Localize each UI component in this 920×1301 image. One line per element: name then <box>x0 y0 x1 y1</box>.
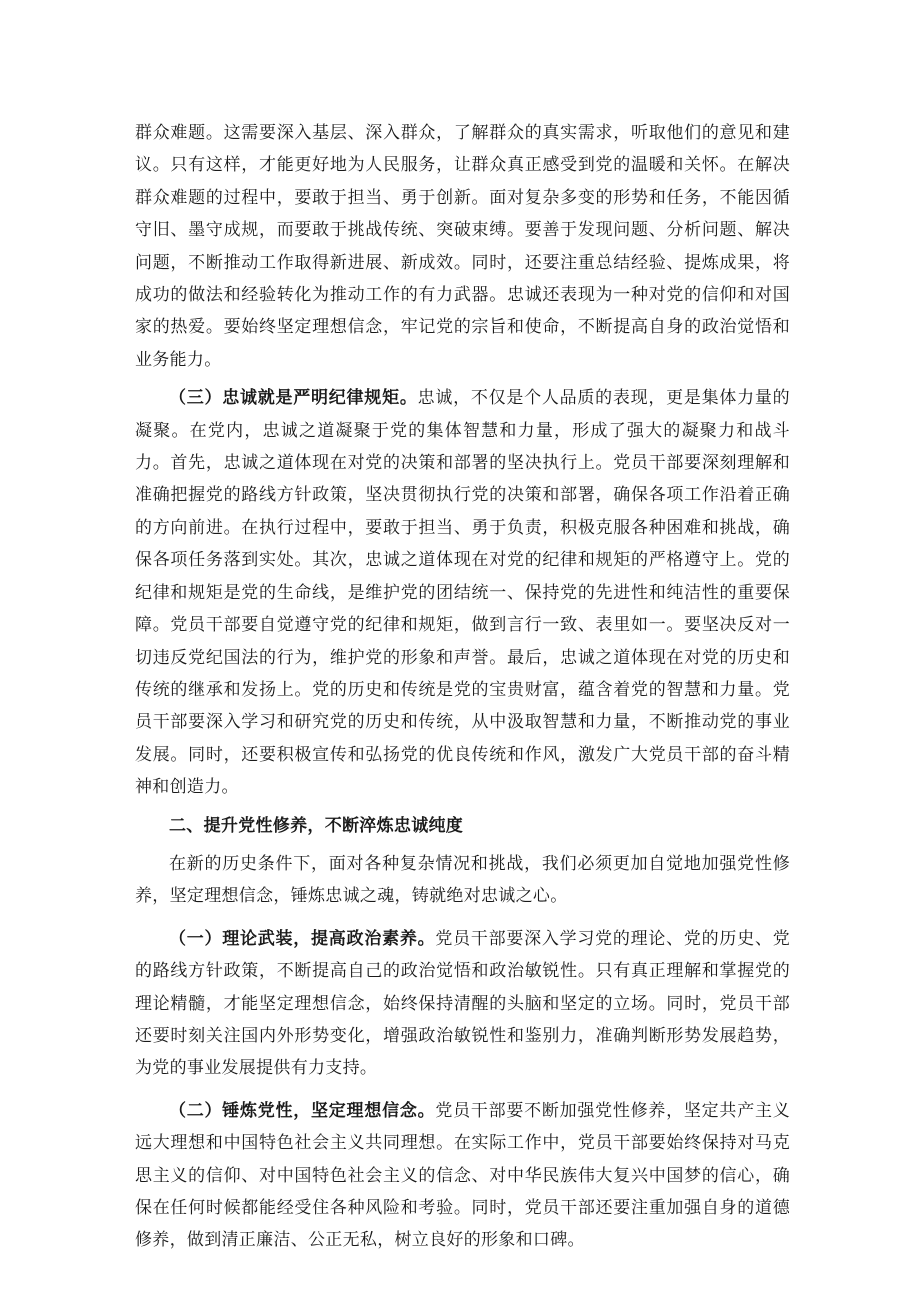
subsection-title-discipline: （三）忠诚就是严明纪律规矩。 <box>169 388 418 409</box>
paragraph-section-intro: 在新的历史条件下，面对各种复杂情况和挑战，我们必须更加自觉地加强党性修养，坚定理想信念，锤炼忠诚之魂，铸就绝对忠诚之心。 <box>135 853 790 907</box>
document-page <box>135 117 790 1257</box>
paragraph-discipline <box>135 382 790 803</box>
paragraph-theory <box>135 923 790 1085</box>
paragraph-theory-body: 党员干部要深入学习党的理论、党的历史、党的路线方针政策，不断提高自己的政治觉悟和政治敏锐性。只有真正理解和掌握党的理论精髓，才能坚定理想信念，始终保持清醒的头脑和坚定的立场。同时，党员干部还要时刻关注国内外形势变化，增强政治敏锐性和鉴别力，准确判断形势发展趋势，为党的事业发展提供有力支持。 <box>135 928 791 1079</box>
subsection-title-party-spirit: （二）锤炼党性，坚定理想信念。 <box>169 1100 436 1121</box>
paragraph-continuation: 群众难题。这需要深入基层、深入群众，了解群众的真实需求，听取他们的意见和建议。只有这样，才能更好地为人民服务，让群众真正感受到党的温暖和关怀。在解决群众难题的过程中，要敢于担当、勇于创新。面对复杂多变的形势和任务，不能因循守旧、墨守成规，而要敢于挑战传统、突破束缚。要善于发现问题、分析问题、解决问题，不断推动工作取得新进展、新成效。同时，还要注重总结经验、提炼成果，将成功的做法和经验转化为推动工作的有力武器。忠诚还表现为一种对党的信仰和对国家的热爱。要始终坚定理想信念，牢记党的宗旨和使命，不断提高自身的政治觉悟和业务能力。 <box>135 123 790 370</box>
paragraph-discipline-body: 忠诚，不仅是个人品质的表现，更是集体力量的凝聚。在党内，忠诚之道凝聚于党的集体智慧和力量，形成了强大的凝聚力和战斗力。首先，忠诚之道体现在对党的决策和部署的坚决执行上。党员干部要深刻理解和准确把握党的路线方针政策，坚决贯彻执行党的决策和部署，确保各项工作沿着正确的方向前进。在执行过程中，要敢于担当、勇于负责，积极克服各种困难和挑战，确保各项任务落到实处。其次，忠诚之道体现在对党的纪律和规矩的严格遵守上。党的纪律和规矩是党的生命线，是维护党的团结统一、保持党的先进性和纯洁性的重要保障。党员干部要自觉遵守党的纪律和规矩，做到言行一致、表里如一。要坚决反对一切违反党纪国法的行为，维护党的形象和声誉。最后，忠诚之道体现在对党的历史和传统的继承和发扬上。党的历史和传统是党的宝贵财富，蕴含着党的智慧和力量。党员干部要深入学习和研究党的历史和传统，从中汲取智慧和力量，不断推动党的事业发展。同时，还要积极宣传和弘扬党的优良传统和作风，激发广大党员干部的奋斗精神和创造力。 <box>135 388 790 798</box>
paragraph-party-spirit-body: 党员干部要不断加强党性修养，坚定共产主义远大理想和中国特色社会主义共同理想。在实际工作中，党员干部要始终保持对马克思主义的信仰、对中国特色社会主义的信念、对中华民族伟大复兴中国梦的信心，确保在任何时候都能经受住各种风险和考验。同时，党员干部还要注重加强自身的道德修养，做到清正廉洁、公正无私，树立良好的形象和口碑。 <box>135 1100 791 1251</box>
paragraph-party-spirit <box>135 1095 790 1257</box>
section-heading-two: 二、提升党性修养，不断淬炼忠诚纯度 <box>169 815 464 836</box>
subsection-title-theory: （一）理论武装，提高政治素养。 <box>169 928 436 949</box>
